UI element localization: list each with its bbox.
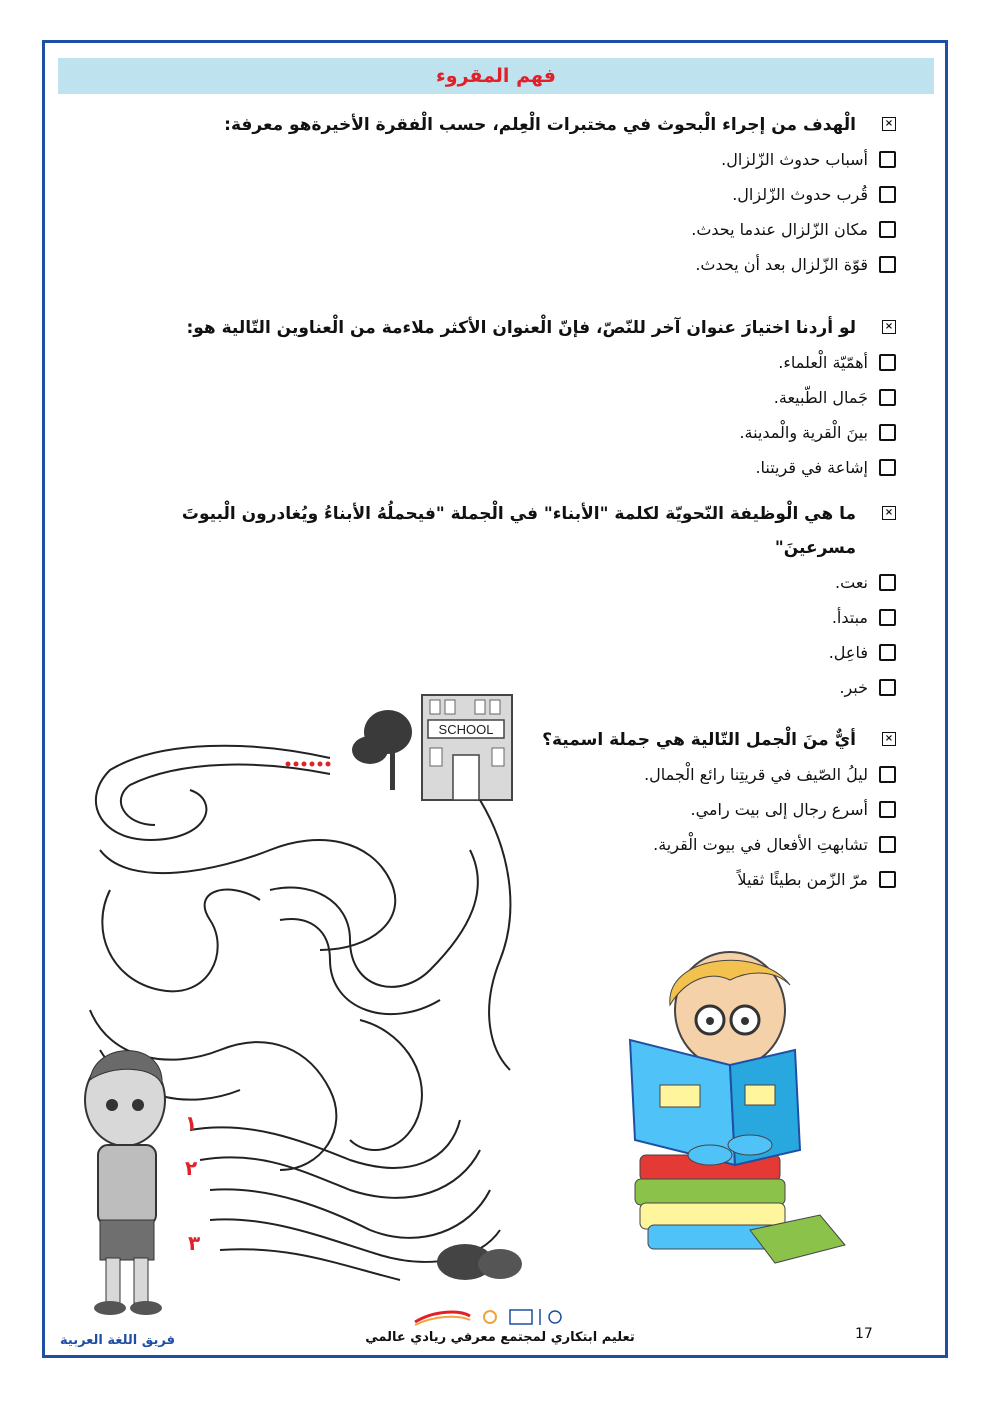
section-title xyxy=(58,58,934,94)
rocks xyxy=(437,1244,522,1280)
checkbox-icon[interactable] xyxy=(879,424,896,441)
q3-option-3[interactable]: فاعِل. xyxy=(126,635,868,670)
checkbox-icon[interactable] xyxy=(879,186,896,203)
checkbox-icon[interactable] xyxy=(879,679,896,696)
checkbox-icon[interactable] xyxy=(879,389,896,406)
checkbox-icon[interactable] xyxy=(879,609,896,626)
section-title-text: فهم المقروء xyxy=(436,65,556,87)
question-marker-icon: × xyxy=(882,732,896,746)
q1-option-2[interactable]: قُرب حدوث الزّلزال. xyxy=(126,177,868,212)
maze-number-3: ٣ xyxy=(188,1231,201,1255)
maze-exit-dots xyxy=(286,762,331,767)
question-1-text: الْهدف من إجراء الْبحوث في مختبرات الْعِلم، حسب الْفقرة الأخيرةهو معرفة: xyxy=(224,115,856,135)
q3-option-1[interactable]: نعت. xyxy=(126,565,868,600)
checkbox-icon[interactable] xyxy=(879,644,896,661)
checkbox-icon[interactable] xyxy=(879,354,896,371)
q1-option-1[interactable]: أسباب حدوث الزّلزال. xyxy=(126,142,868,177)
organization-logos-icon xyxy=(410,1306,590,1328)
q3-option-4[interactable]: خبر. xyxy=(126,670,868,705)
question-1 xyxy=(126,108,896,282)
q1-option-3[interactable]: مكان الزّلزال عندما يحدث. xyxy=(126,212,868,247)
checkbox-icon[interactable] xyxy=(879,221,896,238)
checkbox-icon[interactable] xyxy=(879,151,896,168)
boy-illustration xyxy=(85,1051,165,1315)
question-3-text: ما هي الْوظيفة النّحويّة لكلمة "الأبناء" في الْجملة "فيحملُهُ الأبناءُ ويُغادرون الْبيوتَ مسرعينَ" xyxy=(181,504,856,558)
question-2-text: لو أردنا اختيارَ عنوان آخر للنّصّ، فإنّ الْعنوان الأكثر ملاءمة من الْعناوين التّالية هو: xyxy=(186,318,856,338)
q4-option-2[interactable]: أسرع رجال إلى بيت رامي. xyxy=(476,792,868,827)
question-3 xyxy=(126,497,896,705)
checkbox-icon[interactable] xyxy=(879,766,896,783)
checkbox-icon[interactable] xyxy=(879,801,896,818)
question-2 xyxy=(126,311,896,485)
q4-option-1[interactable]: ليلُ الصّيف في قريتِنا رائع الْجمال. xyxy=(476,757,868,792)
book-stack-icon xyxy=(635,1155,845,1263)
footer-team-name: فريق اللغة العربية xyxy=(60,1333,175,1348)
q2-option-4[interactable]: إشاعة في قريتنا. xyxy=(126,450,868,485)
footer-logos xyxy=(410,1306,590,1328)
q3-option-2[interactable]: مبتدأ. xyxy=(126,600,868,635)
question-marker-icon: × xyxy=(882,117,896,131)
school-building-icon xyxy=(352,695,512,800)
checkbox-icon[interactable] xyxy=(879,836,896,853)
child-figure xyxy=(630,952,800,1165)
maze-number-2: ٢ xyxy=(185,1156,198,1180)
page-number: 17 xyxy=(855,1326,873,1342)
checkbox-icon[interactable] xyxy=(879,574,896,591)
q2-option-1[interactable]: أهمّيّة الْعلماء. xyxy=(126,345,868,380)
maze-illustration xyxy=(70,690,540,1330)
footer-slogan: تعليم ابتكاري لمجتمع معرفي ريادي عالمي xyxy=(365,1330,635,1345)
school-sign: SCHOOL xyxy=(438,722,494,737)
checkbox-icon[interactable] xyxy=(879,871,896,888)
q4-option-4[interactable]: مرّ الزّمن بطيئًا ثقيلاً xyxy=(476,862,868,897)
q4-option-3[interactable]: تشابهتِ الأفعال في بيوت الْقرية. xyxy=(476,827,868,862)
q2-option-2[interactable]: جَمال الطّبيعة. xyxy=(126,380,868,415)
question-marker-icon: × xyxy=(882,320,896,334)
q1-option-4[interactable]: قوّة الزّلزال بعد أن يحدث. xyxy=(126,247,868,282)
checkbox-icon[interactable] xyxy=(879,256,896,273)
q2-option-3[interactable]: بينَ الْقرية والْمدينة. xyxy=(126,415,868,450)
maze-number-1: ١ xyxy=(185,1111,198,1135)
question-marker-icon: × xyxy=(882,506,896,520)
checkbox-icon[interactable] xyxy=(879,459,896,476)
reading-child-illustration xyxy=(610,945,870,1275)
question-4-text: أيٌّ منَ الْجمل التّالية هي جملة اسمية؟ xyxy=(542,730,856,750)
